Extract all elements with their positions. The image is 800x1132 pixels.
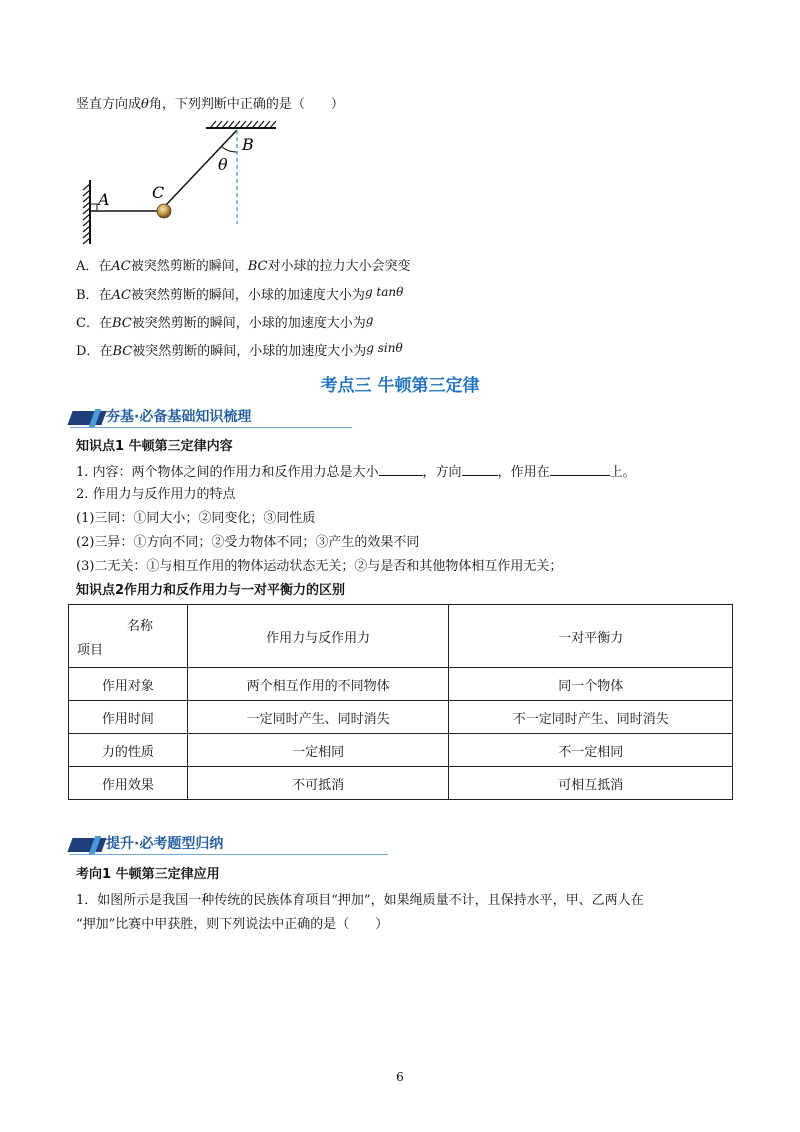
option-letter: C． (76, 316, 99, 331)
wall-support (83, 180, 90, 244)
header-item: 项目 (77, 643, 104, 658)
table-cell: 同一个物体 (449, 668, 733, 701)
table-cell: 两个相互作用的不同物体 (187, 668, 449, 701)
table-cell: 不一定同时产生、同时消失 (449, 701, 733, 734)
physics-diagram (60, 118, 290, 250)
kp1-feature-3: (3)二无关：①与相互作用的物体运动状态无关；②与是否和其他物体相互作用无关； (76, 559, 563, 574)
option-a (76, 258, 411, 276)
kp1-feature-1: (1)三同：①同大小；②同变化；③同性质 (76, 511, 316, 526)
kp1-content-text: ，方向 (422, 465, 462, 480)
kp2-title: 知识点2作用力和反作用力与一对平衡力的区别 (76, 583, 346, 598)
option-text: 在 (98, 259, 112, 274)
option-b (76, 286, 403, 305)
theta-symbol: θ (141, 97, 149, 112)
kp1-feature-2: (2)三异：①方向不同；②受力物体不同；③产生的效果不同 (76, 535, 420, 550)
question-1-line-1: 1．如图所示是我国一种传统的民族体育项目“押加”，如果绳质量不计，且保持水平，甲、乙两人在 (76, 893, 644, 908)
banner-bar (67, 411, 106, 425)
question-text-suffix: 角，下列判断中正确的是（ ） (148, 97, 344, 112)
option-c (76, 314, 373, 333)
fill-blank[interactable] (550, 462, 610, 476)
section-banner-advanced (70, 832, 390, 854)
label-b: B (242, 135, 254, 154)
option-text: 被突然剪断的瞬间，小球的加速度大小为 (132, 344, 367, 359)
table-cell: 一定同时产生、同时消失 (187, 701, 449, 734)
section-title: 考点三 牛顿第三定律 (320, 376, 480, 396)
label-a: A (98, 190, 110, 209)
table-cell: 作用时间 (69, 701, 188, 734)
question-tail (76, 96, 344, 114)
table-corner-cell (69, 605, 188, 668)
fill-blank[interactable] (379, 462, 423, 476)
angle-arc (221, 146, 237, 152)
section-banner-basics (70, 405, 360, 427)
direction-title: 考向1 牛顿第三定律应用 (76, 867, 220, 882)
table-row (69, 734, 733, 767)
option-text: 对小球的拉力大小会突变 (267, 259, 411, 274)
table-row (69, 668, 733, 701)
kp1-content (76, 462, 636, 482)
option-text: 被突然剪断的瞬间， (130, 259, 248, 274)
kp1-title: 知识点1 牛顿第三定律内容 (76, 439, 233, 454)
table-cell: 一定相同 (187, 734, 449, 767)
table-cell: 作用效果 (69, 767, 188, 800)
banner-underline (70, 854, 388, 855)
option-text: 被突然剪断的瞬间，小球的加速度大小为 (130, 288, 365, 303)
question-text: 竖直方向成 (76, 97, 142, 112)
header-name: 名称 (127, 619, 154, 634)
banner-bar (67, 838, 106, 852)
segment-label: AC (111, 259, 131, 274)
banner-label: 提升·必考题型归纳 (106, 836, 224, 852)
option-letter: A． (76, 259, 99, 274)
option-text: 在 (98, 288, 112, 303)
kp1-content-text: 1. 内容：两个物体之间的作用力和反作用力总是大小 (76, 465, 379, 480)
label-c: C (152, 183, 165, 202)
fill-blank[interactable] (462, 462, 498, 476)
kp1-features-title: 2. 作用力与反作用力的特点 (76, 487, 236, 502)
table-cell: 不一定相同 (449, 734, 733, 767)
option-text: 被突然剪断的瞬间，小球的加速度大小为 (131, 316, 366, 331)
right-angle-marker (90, 204, 97, 211)
formula: g sinθ (366, 341, 403, 355)
segment-label: BC (247, 259, 268, 274)
table-row (69, 701, 733, 734)
question-1-line-2: “押加”比赛中甲获胜，则下列说法中正确的是（ ） (76, 917, 389, 932)
option-letter: D． (76, 344, 100, 359)
option-d (76, 342, 403, 361)
formula: g (365, 313, 374, 327)
page-number: 6 (396, 1070, 404, 1084)
segment-label: BC (112, 344, 133, 359)
table-cell: 可相互抵消 (449, 767, 733, 800)
ball (157, 204, 171, 218)
table-cell: 不可抵消 (187, 767, 449, 800)
segment-label: BC (111, 316, 132, 331)
table-cell: 力的性质 (69, 734, 188, 767)
label-theta: θ (218, 155, 228, 174)
kp1-content-text: 上。 (609, 465, 636, 480)
table-row (69, 767, 733, 800)
table-header-cell: 作用力与反作用力 (187, 605, 449, 668)
ceiling-support (206, 121, 276, 128)
option-letter: B． (76, 288, 99, 303)
banner-label: 夯基·必备基础知识梳理 (106, 409, 252, 425)
table-header-row (69, 605, 733, 668)
option-text: 在 (99, 344, 113, 359)
option-text: 在 (98, 316, 112, 331)
table-header-cell: 一对平衡力 (449, 605, 733, 668)
comparison-table (68, 604, 733, 800)
table-cell: 作用对象 (69, 668, 188, 701)
kp1-content-text: ，作用在 (497, 465, 550, 480)
banner-underline (70, 427, 352, 428)
segment-label: AC (111, 288, 131, 303)
formula: g tanθ (364, 285, 404, 299)
